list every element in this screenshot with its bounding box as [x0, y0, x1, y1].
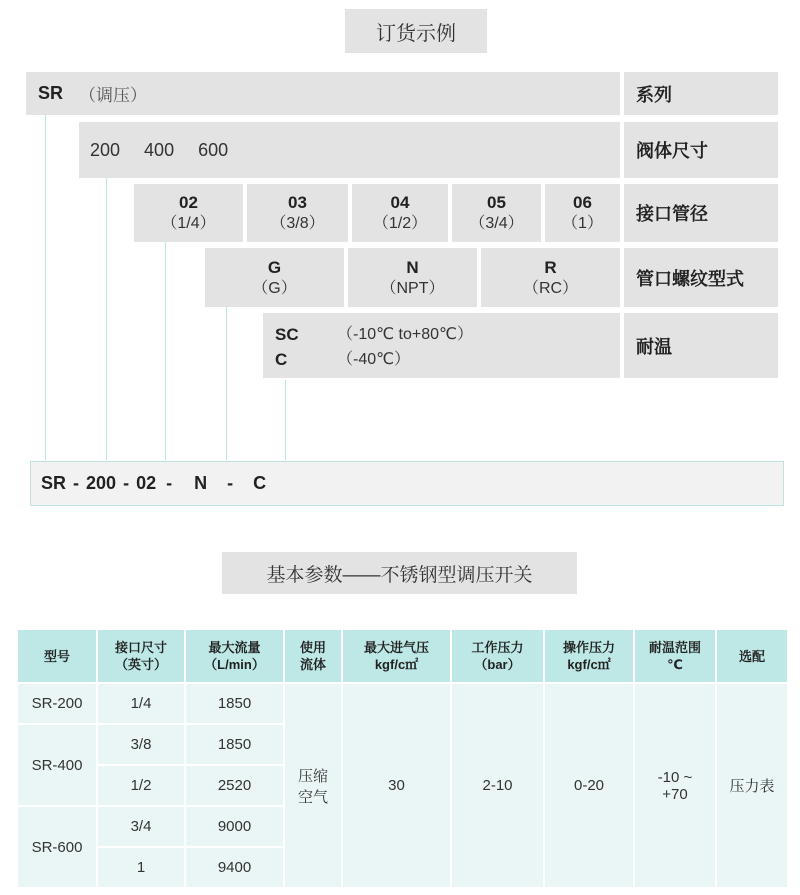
flow-cell: 2520 — [185, 765, 284, 806]
connector-line-series — [45, 115, 46, 460]
port-option-05 — [452, 184, 541, 242]
table-header-row — [17, 629, 788, 683]
port-size: （3/4） — [469, 215, 524, 232]
connector-line-size — [106, 178, 107, 460]
body-size-label: 阀体尺寸 — [624, 122, 778, 178]
max-inlet-cell: 30 — [342, 683, 451, 888]
port-option-04 — [352, 184, 448, 242]
port-option-06 — [545, 184, 620, 242]
series-desc: （调压） — [79, 86, 148, 105]
working-pressure-cell: 2-10 — [451, 683, 544, 888]
thread-code: R — [544, 257, 557, 277]
example-dash: - — [73, 473, 80, 493]
port-size: （1/2） — [372, 215, 428, 232]
series-label: 系列 — [624, 72, 778, 115]
header-option: 选配 — [716, 629, 788, 683]
example-size: 200 — [86, 473, 117, 493]
connector-line-temp — [285, 380, 286, 460]
header-temp-range: 耐温范围 ℃ — [634, 629, 716, 683]
model-cell: SR-400 — [17, 724, 97, 806]
port-option-03 — [247, 184, 348, 242]
thread-desc: （RC） — [522, 279, 579, 297]
port-size: （1/4） — [161, 215, 216, 232]
header-max-flow: 最大流量 （L/min） — [185, 629, 284, 683]
flow-cell: 9400 — [185, 847, 284, 888]
specs-table — [16, 628, 789, 889]
example-dash: - — [227, 473, 234, 493]
example-thread: N — [194, 473, 208, 493]
port-code: 02 — [179, 193, 198, 212]
body-size-400: 400 — [144, 139, 175, 160]
temp-desc: （-40℃） — [337, 351, 411, 368]
example-dash: - — [166, 473, 173, 493]
table-row — [17, 683, 788, 724]
header-port-size: 接口尺寸 （英寸） — [97, 629, 185, 683]
temp-range-cell: -10 ~ +70 — [634, 683, 716, 888]
port-code: 03 — [288, 193, 307, 212]
flow-cell: 1850 — [185, 683, 284, 724]
specs-title: 基本参数——不锈钢型调压开关 — [222, 552, 577, 594]
header-fluid: 使用 流体 — [284, 629, 342, 683]
body-size-200: 200 — [90, 139, 121, 160]
thread-option-g — [205, 248, 344, 307]
temp-option-c — [275, 347, 620, 372]
thread-label: 管口螺纹型式 — [624, 248, 778, 307]
header-working-pressure: 工作压力 （bar） — [451, 629, 544, 683]
port-option-02 — [134, 184, 243, 242]
model-cell: SR-200 — [17, 683, 97, 724]
example-dash: - — [123, 473, 130, 493]
port-code: 04 — [390, 193, 410, 212]
thread-option-r — [481, 248, 620, 307]
fluid-cell: 压缩 空气 — [284, 683, 342, 888]
port-code: 05 — [487, 193, 506, 212]
port-size: （1） — [562, 215, 603, 232]
temp-desc: （-10℃ to+80℃） — [337, 326, 473, 343]
body-size-600: 600 — [198, 139, 229, 160]
thread-desc: （NPT） — [380, 279, 445, 297]
header-operating-pressure: 操作压力 kgf/c㎡ — [544, 629, 634, 683]
connector-line-port — [165, 242, 166, 460]
operating-pressure-cell: 0-20 — [544, 683, 634, 888]
port-cell: 3/4 — [97, 806, 185, 847]
connector-line-thread — [226, 307, 227, 460]
port-label: 接口管径 — [624, 184, 778, 242]
example-temp: C — [253, 473, 267, 493]
ordering-title: 订货示例 — [345, 9, 487, 53]
thread-option-n — [348, 248, 477, 307]
port-cell: 1/4 — [97, 683, 185, 724]
header-max-inlet: 最大进气压 kgf/c㎡ — [342, 629, 451, 683]
port-cell: 1/2 — [97, 765, 185, 806]
temp-code: SC — [275, 325, 299, 344]
thread-code: G — [267, 257, 282, 277]
flow-cell: 1850 — [185, 724, 284, 765]
flow-cell: 9000 — [185, 806, 284, 847]
port-cell: 3/8 — [97, 724, 185, 765]
temp-label: 耐温 — [624, 313, 778, 378]
series-row — [26, 72, 620, 115]
temp-row — [263, 313, 620, 378]
port-cell: 1 — [97, 847, 185, 888]
port-size: （3/8） — [270, 215, 325, 232]
ordering-example — [30, 461, 784, 506]
example-series: SR — [41, 473, 67, 493]
port-code: 06 — [573, 193, 592, 212]
series-code: SR — [38, 83, 64, 103]
temp-option-sc — [275, 322, 620, 347]
example-port: 02 — [136, 473, 157, 493]
temp-code: C — [275, 350, 288, 369]
body-size-row — [79, 122, 620, 178]
model-cell: SR-600 — [17, 806, 97, 888]
thread-desc: （G） — [252, 279, 297, 297]
thread-code: N — [406, 257, 419, 277]
header-model: 型号 — [17, 629, 97, 683]
option-cell: 压力表 — [716, 683, 788, 888]
